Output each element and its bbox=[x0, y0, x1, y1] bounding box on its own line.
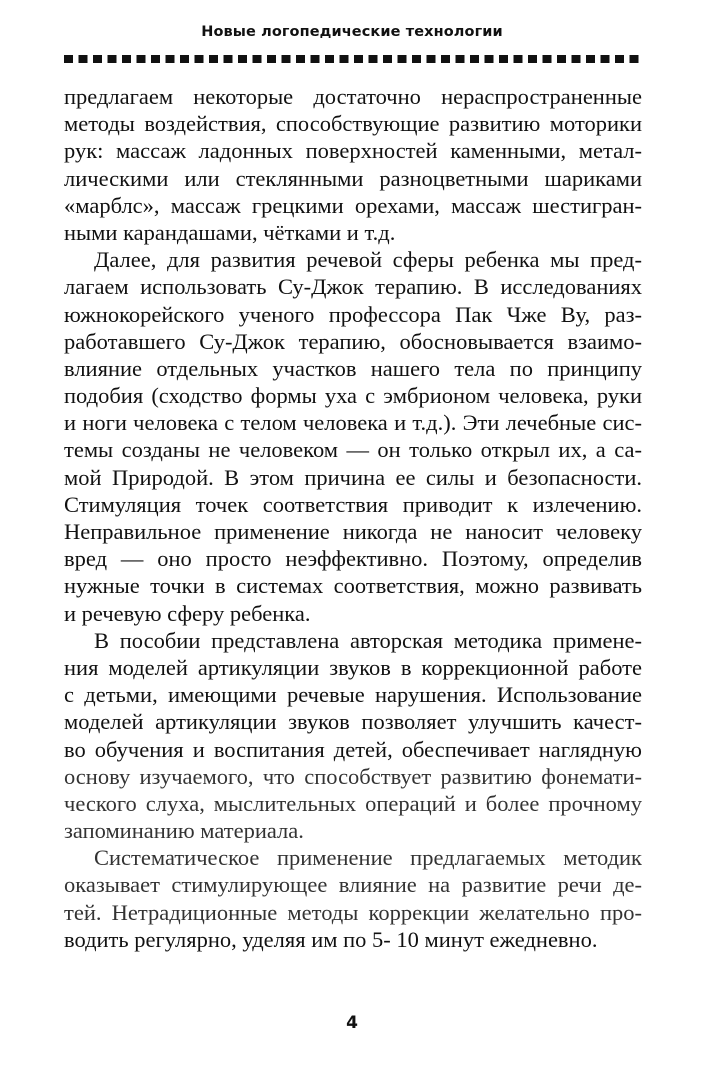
text-line: рук: массаж ладонных поверхностей каменными, метал- bbox=[64, 138, 642, 164]
text-line: предлагаем некоторые достаточно нераспространенные bbox=[64, 84, 642, 109]
text-line: запоминанию материала. bbox=[64, 818, 304, 844]
text-line: Систематическое применение предлагаемых методик bbox=[94, 845, 642, 871]
text-line: ными карандашами, чётками и т.д. bbox=[64, 219, 396, 245]
text-line: нужные точки в системах соответствия, можно развивать bbox=[64, 573, 642, 599]
text-line: моделей артикуляции звуков позволяет улучшить качест- bbox=[64, 709, 642, 735]
text-line: вред — оно просто неэффективно. Поэтому, определив bbox=[64, 546, 642, 572]
body-text bbox=[64, 83, 642, 953]
text-line: водить регулярно, уделяя им по 5- 10 минут ежедневно. bbox=[64, 926, 598, 952]
text-line: тей. Нетрадиционные методы коррекции желательно про- bbox=[64, 899, 642, 925]
text-line: и ноги человека с телом человека и т.д.). Эти лечебные сис- bbox=[64, 410, 642, 436]
text-line: методы воздействия, способствующие развитию моторики bbox=[64, 111, 642, 137]
text-line: влияние отдельных участков нашего тела по принципу bbox=[64, 355, 642, 381]
text-line: мой Природой. В этом причина ее силы и безопасности. bbox=[64, 464, 642, 490]
text-line: «марблс», массаж грецкими орехами, массаж шестигран- bbox=[64, 192, 642, 218]
text-line: ческого слуха, мыслительных операций и более прочному bbox=[64, 790, 642, 816]
text-line: Неправильное применение никогда не наносит человеку bbox=[64, 519, 642, 544]
text-line: работавшего Су-Джок терапию, обосновывается взаимо- bbox=[64, 328, 642, 354]
text-line: Далее, для развития речевой сферы ребенка мы пред- bbox=[94, 247, 642, 273]
text-line: В пособии представлена авторская методика примене- bbox=[94, 627, 642, 653]
text-line: Стимуляция точек соответствия приводит к излечению. bbox=[64, 491, 642, 517]
paragraph-3 bbox=[64, 627, 642, 845]
text-line: основу изучаемого, что способствует развитию фонемати- bbox=[64, 763, 642, 789]
text-line: южнокорейского ученого профессора Пак Чже Ву, раз- bbox=[64, 301, 642, 327]
text-line: оказывает стимулирующее влияние на развитие речи де- bbox=[64, 872, 642, 898]
paragraph-4 bbox=[64, 844, 642, 953]
header-dashed-rule bbox=[64, 55, 642, 63]
page-number: 4 bbox=[346, 1013, 358, 1033]
text-line: во обучения и воспитания детей, обеспечивает наглядную bbox=[64, 736, 642, 762]
text-line: лическими или стеклянными разноцветными шариками bbox=[64, 165, 642, 191]
text-line: лагаем использовать Су-Джок терапию. В исследованиях bbox=[64, 274, 642, 300]
paragraph-2 bbox=[64, 246, 642, 627]
running-header-title: Новые логопедические технологии bbox=[201, 24, 503, 40]
text-line: темы созданы не человеком — он только открыл их, а са- bbox=[64, 437, 642, 463]
text-line: ния моделей артикуляции звуков в коррекционной работе bbox=[64, 654, 642, 680]
text-line: и речевую сферу ребенка. bbox=[64, 600, 311, 626]
text-line: с детьми, имеющими речевые нарушения. Использование bbox=[64, 682, 642, 708]
paragraph-1 bbox=[64, 83, 642, 246]
text-line: подобия (сходство формы уха с эмбрионом человека, руки bbox=[64, 383, 642, 409]
